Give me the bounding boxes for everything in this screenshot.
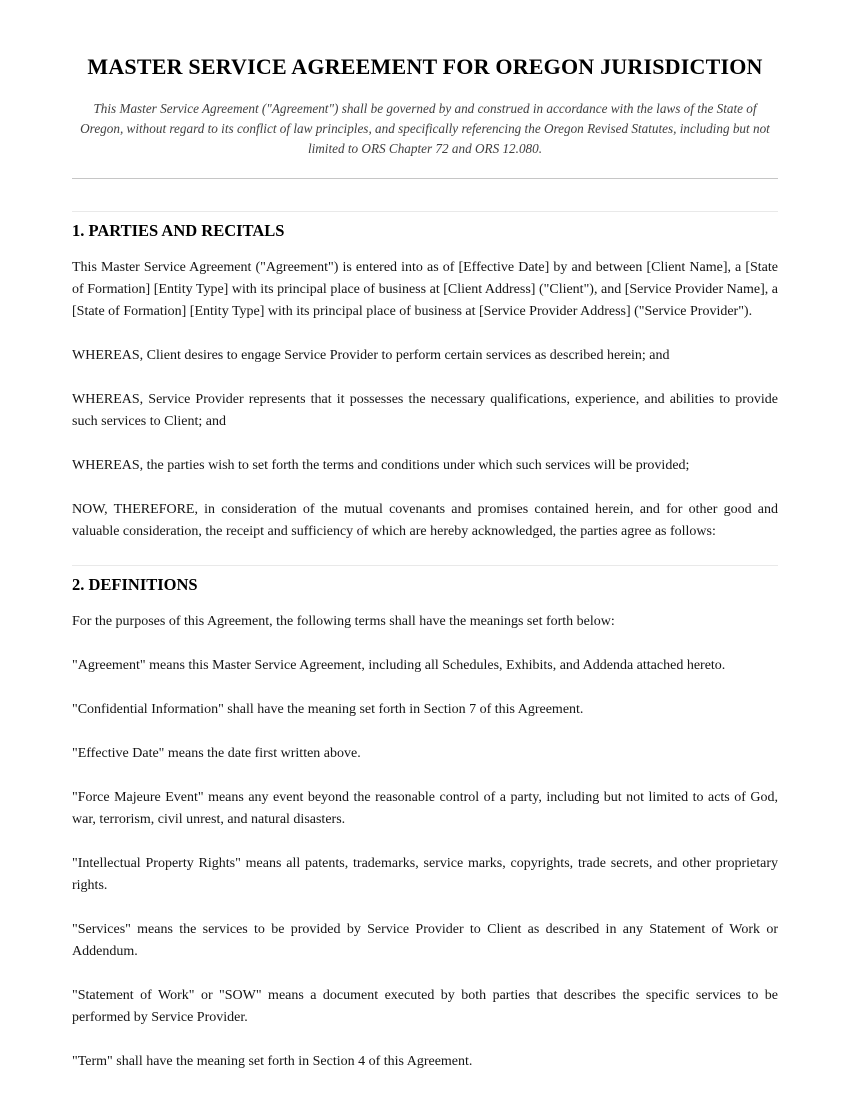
- paragraph-now-therefore: NOW, THEREFORE, in consideration of the mutual covenants and promises contained herein, and for other good and valuable consideration, the receipt and sufficiency of which are hereby acknowledged, the parties agree as follows:: [72, 502, 778, 539]
- paragraph-definition-force-majeure: "Force Majeure Event" means any event beyond the reasonable control of a party, including but not limited to acts of God, war, terrorism, civil unrest, and natural disasters.: [72, 790, 778, 827]
- paragraph-definitions-intro: For the purposes of this Agreement, the following terms shall have the meanings set forth below:: [72, 614, 615, 629]
- paragraph-definition-services: "Services" means the services to be provided by Service Provider to Client as described in any Statement of Work or Addendum.: [72, 922, 778, 959]
- paragraph-whereas-qualifications: WHEREAS, Service Provider represents that it possesses the necessary qualifications, experience, and abilities to provide such services to Client; and: [72, 392, 778, 429]
- header-divider: [72, 178, 778, 179]
- paragraph-definition-statement-of-work: "Statement of Work" or "SOW" means a document executed by both parties that describes the specific services to be performed by Service Provider.: [72, 988, 778, 1025]
- paragraph-definition-agreement: "Agreement" means this Master Service Agreement, including all Schedules, Exhibits, and Addenda attached hereto.: [72, 658, 726, 673]
- section-definitions: [72, 565, 778, 1073]
- paragraph-whereas-engage: WHEREAS, Client desires to engage Service Provider to perform certain services as described herein; and: [72, 348, 670, 363]
- section-heading-definitions: 2. DEFINITIONS: [72, 565, 778, 596]
- document-title: MASTER SERVICE AGREEMENT FOR OREGON JURISDICTION: [87, 54, 763, 79]
- paragraph-definition-term: "Term" shall have the meaning set forth in Section 4 of this Agreement.: [72, 1054, 473, 1069]
- section-parties-and-recitals: [72, 211, 778, 543]
- paragraph-definition-confidential-information: "Confidential Information" shall have the meaning set forth in Section 7 of this Agreement.: [72, 702, 584, 717]
- paragraph-definition-intellectual-property: "Intellectual Property Rights" means all patents, trademarks, service marks, copyrights, trade secrets, and other proprietary rights.: [72, 856, 778, 893]
- paragraph-definition-effective-date: "Effective Date" means the date first written above.: [72, 746, 361, 761]
- governing-law-preamble: This Master Service Agreement ("Agreement") shall be governed by and construed in accordance with the laws of the State of Oregon, without regard to its conflict of law principles, and specifically referencing the Oregon Revised Statutes, including but not limited to ORS Chapter 72 and ORS 12.080.: [80, 101, 770, 156]
- paragraph-whereas-terms: WHEREAS, the parties wish to set forth the terms and conditions under which such services will be provided;: [72, 458, 690, 473]
- paragraph-parties-intro: This Master Service Agreement ("Agreement") is entered into as of [Effective Date] by and between [Client Name], a [State of Formation] [Entity Type] with its principal place of business at [Client Address] ("Client"), and [Service Provider Name], a [State of Formation] [Entity Type] with its principal place of business at [Service Provider Address] ("Service Provider").: [72, 260, 778, 319]
- section-heading-parties-and-recitals: 1. PARTIES AND RECITALS: [72, 211, 778, 242]
